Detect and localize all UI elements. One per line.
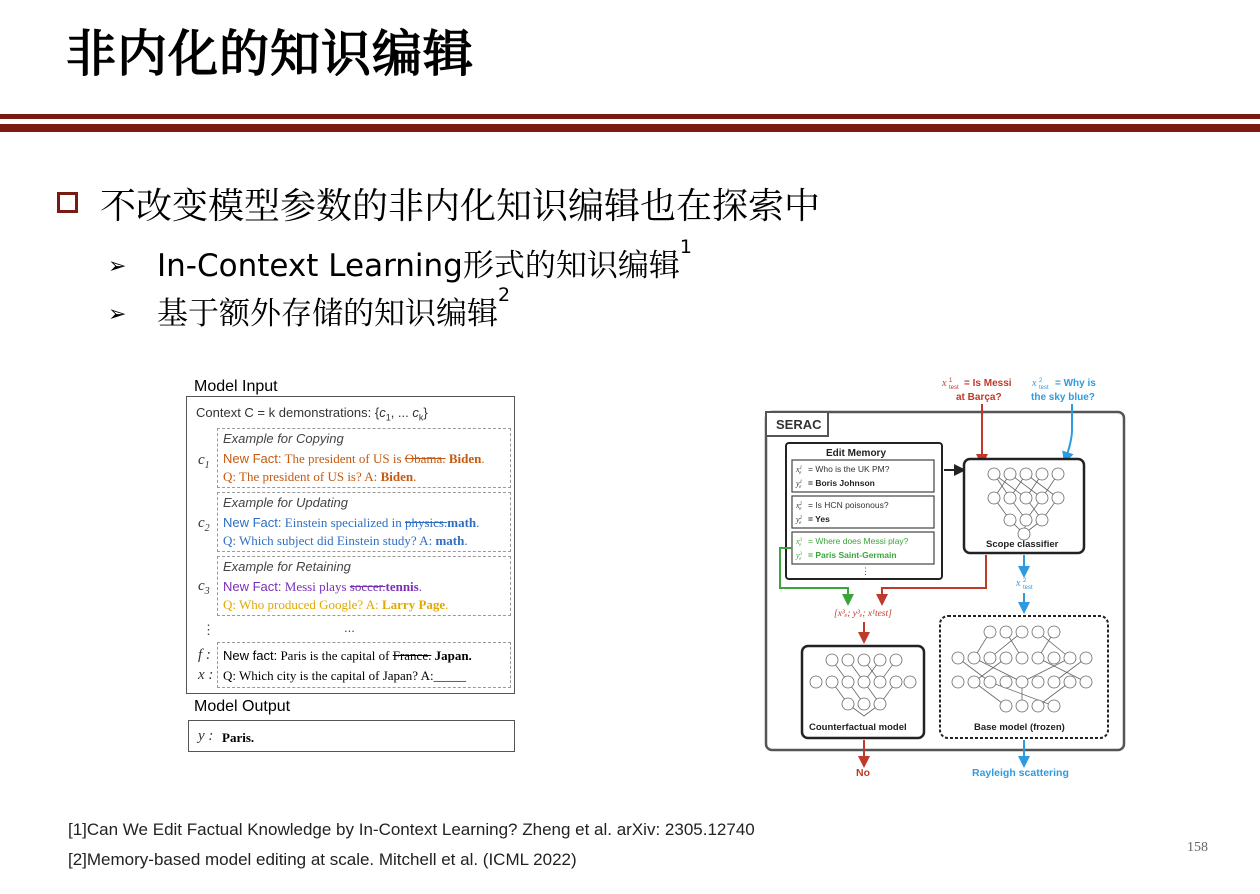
context-c1-sub: 1 <box>385 412 391 423</box>
c1-label <box>198 452 210 471</box>
c2-question: Q: Which subject did Einstein study? A: math. <box>223 533 468 548</box>
horizontal-ellipsis: ... <box>344 620 355 635</box>
c1-fact-new: Biden <box>445 451 482 466</box>
mem1-x: = Who is the UK PM? <box>808 464 890 474</box>
x-question: Q: Which city is the capital of Japan? A:_____ <box>223 668 467 683</box>
page-title: 非内化的知识编辑 <box>66 25 474 83</box>
input2-line1: = Why is <box>1055 378 1096 389</box>
xtest2-sym: x <box>1016 578 1021 589</box>
context-mid: , ... <box>390 405 413 420</box>
input2-sym: x <box>1032 378 1037 389</box>
input1-line2: at Barça? <box>956 392 1002 403</box>
c1-fact-old: Obama. <box>404 451 446 466</box>
reference-1: [1]Can We Edit Factual Knowledge by In-Context Learning? Zheng et al. arXiv: 2305.12740 <box>68 820 755 839</box>
c2-fact: New Fact: Einstein specialized in physics.math. <box>223 515 480 530</box>
arrow-bullet-icon: ➢ <box>108 302 127 327</box>
f-fact-new: Japan. <box>431 648 472 663</box>
c2-fact-label: New Fact: <box>223 515 282 530</box>
c2-var: c <box>198 515 205 531</box>
mem1-x-sym: $x^1$ e <box>796 465 803 476</box>
page-number: 158 <box>1187 840 1208 855</box>
f-fact <box>223 648 472 664</box>
sub-bullet-2-ref: 2 <box>498 284 511 306</box>
y-answer: Paris. <box>222 730 255 745</box>
c3-fact-text: Messi plays <box>281 579 350 594</box>
c3-sub: 3 <box>204 586 210 597</box>
base-model-label: Base model (frozen) <box>974 722 1065 733</box>
f-label: f : <box>198 647 211 663</box>
c1-fact-text: The president of US is <box>281 451 405 466</box>
f-fact-text: Paris is the capital of <box>277 648 393 663</box>
context-prefix: Context C = k demonstrations: { <box>196 405 380 420</box>
counterfactual-model-label: Counterfactual model <box>809 722 907 733</box>
c3-var: c <box>198 578 205 594</box>
input1-sym: x <box>942 378 947 389</box>
c2-fact-text: Einstein specialized in <box>281 515 405 530</box>
c3-q-answer: Larry Page <box>381 597 446 612</box>
mem3-x-sup: 3 <box>799 538 803 543</box>
c1-q-text: Q: The president of US is? A: <box>223 469 381 484</box>
reference-2: [2]Memory-based model editing at scale. Mitchell et al. (ICML 2022) <box>68 850 577 869</box>
c3-label <box>198 578 210 597</box>
context-ck-sub: k <box>418 412 424 423</box>
sub-bullet-1-text: In-Context Learning形式的知识编辑 <box>157 248 680 284</box>
output-no: No <box>856 767 870 779</box>
mem1-y-sym: $y^1$ e <box>796 479 803 490</box>
header-rule-thick <box>0 124 1260 132</box>
context-c1: c <box>379 405 386 420</box>
mem2-x-sup: 2 <box>799 502 803 507</box>
output-rayleigh: Rayleigh scattering <box>972 767 1069 779</box>
example-copying-heading: Example for Copying <box>223 431 344 446</box>
arrow-bullet-icon: ➢ <box>108 254 127 279</box>
example-updating-heading: Example for Updating <box>223 495 349 510</box>
serac-diagram <box>760 370 1140 786</box>
main-bullet: 不改变模型参数的非内化知识编辑也在探索中 <box>100 186 821 227</box>
mem3-y: = Paris Saint-Germain <box>808 550 897 560</box>
mem3-x-sym: $x^3$ e <box>796 537 803 548</box>
model-input-label: Model Input <box>194 378 278 395</box>
sub-bullet-2 <box>157 284 511 333</box>
sub-bullet-2-text: 基于额外存储的知识编辑 <box>157 296 498 332</box>
c2-label <box>198 515 210 534</box>
c3-fact-old: soccer. <box>349 579 386 594</box>
model-output-label: Model Output <box>194 698 291 715</box>
f-fact-label: New fact: <box>223 648 278 663</box>
mem1-y: = Boris Johnson <box>808 478 875 488</box>
input2-line2: the sky blue? <box>1031 392 1095 403</box>
mem1-x-sup: 1 <box>799 466 803 471</box>
scope-classifier-label: Scope classifier <box>986 539 1059 550</box>
c2-sub: 2 <box>204 523 210 534</box>
y-label: y : <box>198 728 214 744</box>
c1-q-answer: Biden <box>380 469 414 484</box>
icl-figure <box>186 374 521 756</box>
mem3-y-sup: 3 <box>799 552 803 557</box>
concat-input: [x³ₑ; y³ₑ; x¹test] <box>834 609 892 619</box>
context-ck: c <box>412 405 419 420</box>
context-suffix: } <box>423 405 428 420</box>
vertical-ellipsis: ⋮ <box>202 622 215 637</box>
mem2-y-sup: 2 <box>799 516 803 521</box>
input2-sup: 2 <box>1039 378 1043 384</box>
xtest2-sup: 2 <box>1023 578 1027 584</box>
memory-ellipsis: ⋮ <box>861 566 870 576</box>
x-label: x : <box>198 667 214 683</box>
input2-sub: test <box>1039 385 1049 391</box>
edit-memory-title: Edit Memory <box>826 448 887 459</box>
c3-fact-new: tennis <box>385 579 419 594</box>
c3-q-text: Q: Who produced Google? A: <box>223 597 382 612</box>
sub-bullet-1-ref: 1 <box>679 236 692 258</box>
mem3-y-sym: $y^3$ e <box>796 551 803 562</box>
c1-sub: 1 <box>204 460 210 471</box>
bullet-square-icon <box>57 192 78 213</box>
c1-var: c <box>198 452 205 468</box>
mem2-x: = Is HCN poisonous? <box>808 500 889 510</box>
xtest2-sub: test <box>1023 585 1033 591</box>
mem2-y: = Yes <box>808 514 830 524</box>
input1-sub: test <box>949 385 959 391</box>
c2-fact-new: math <box>447 515 477 530</box>
serac-label: SERAC <box>776 417 822 432</box>
mem3-x: = Where does Messi play? <box>808 536 909 546</box>
c2-q-text: Q: Which subject did Einstein study? A: <box>223 533 436 548</box>
c3-fact-label: New Fact: <box>223 579 282 594</box>
context-line <box>196 405 428 423</box>
c2-q-answer: math <box>435 533 465 548</box>
sub-bullet-1 <box>157 236 692 285</box>
input1-line1: = Is Messi <box>964 378 1012 389</box>
c1-question: Q: The president of US is? A: Biden. <box>223 469 417 484</box>
mem1-y-sup: 1 <box>799 480 803 485</box>
example-retaining-heading: Example for Retaining <box>223 559 351 574</box>
c1-fact: New Fact: The president of US is Obama. Biden. <box>223 451 485 466</box>
header-rule-thin <box>0 114 1260 119</box>
c3-fact: New Fact: Messi plays soccer.tennis. <box>223 579 422 594</box>
f-fact-old: France. <box>392 648 432 663</box>
mem2-y-sym: $y^2$ e <box>796 515 803 526</box>
c1-fact-label: New Fact: <box>223 451 282 466</box>
c3-question: Q: Who produced Google? A: Larry Page. <box>223 597 449 612</box>
c2-fact-old: physics. <box>404 515 448 530</box>
input1-sup: 1 <box>949 378 953 384</box>
mem2-x-sym: $x^2$ e <box>796 501 803 512</box>
